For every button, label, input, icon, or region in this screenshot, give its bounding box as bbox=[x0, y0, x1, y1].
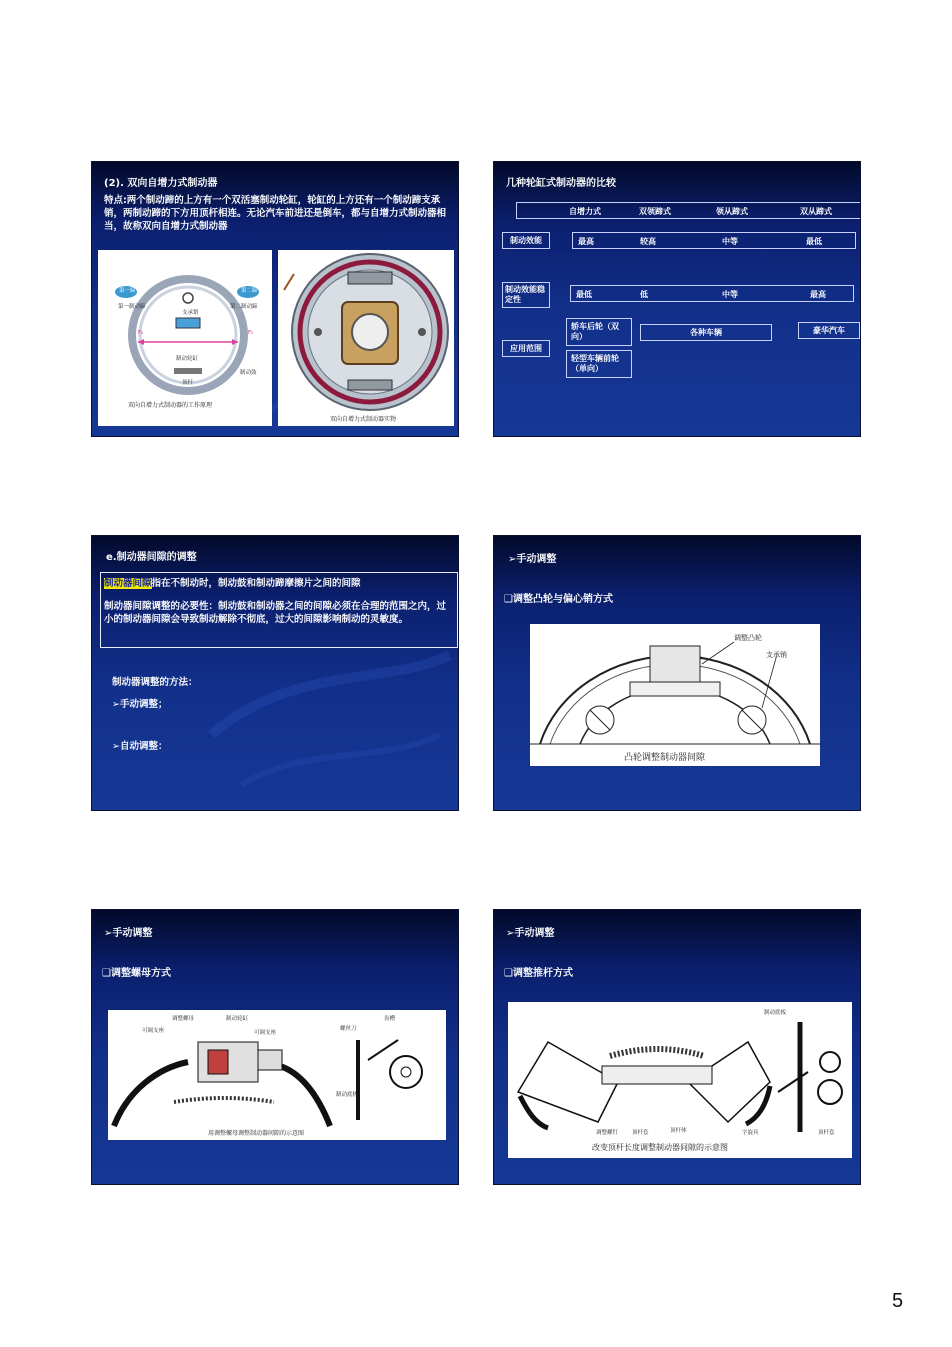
slide-5 bbox=[91, 909, 459, 1185]
label-tooth-slot: 齿槽 bbox=[384, 1016, 396, 1022]
label-adjustable-seat-left: 可调支座 bbox=[142, 1028, 165, 1034]
header-leading-trailing: 领从蹄式 bbox=[716, 207, 748, 216]
slide-6 bbox=[493, 909, 861, 1185]
label-screwdriver: 字旋具 bbox=[742, 1130, 759, 1136]
header-duo-trailing: 双从蹄式 bbox=[800, 207, 832, 216]
label-brake-backplate: 制动底板 bbox=[336, 1092, 359, 1098]
label-force-right: F₀ bbox=[248, 330, 254, 336]
label-support-pin: 支承销 bbox=[182, 310, 199, 316]
methods-title: 制动器调整的方法： bbox=[112, 677, 198, 688]
figure-caption: 双向自增力式制动器实物 bbox=[330, 416, 397, 423]
slide-title: ➢手动调整 bbox=[508, 554, 557, 565]
label-pushrod-sleeve-right: 顶杆套 bbox=[818, 1130, 835, 1136]
application-light-front: 轻型车辆前轮（单向） bbox=[566, 350, 632, 378]
figure-caption: 用调整螺母调整制动器间隙的示意图 bbox=[208, 1130, 305, 1137]
cell-efficiency-leading-trailing: 中等 bbox=[722, 237, 738, 246]
cell-efficiency-duo-trailing: 最低 bbox=[806, 237, 822, 246]
row-label-stability: 制动效能稳定性 bbox=[502, 282, 550, 308]
label-brake-backplate: 制动底板 bbox=[764, 1010, 787, 1016]
label-adjusting-cam: 调整凸轮 bbox=[734, 634, 762, 642]
header-self-energizing: 自增力式 bbox=[569, 207, 601, 216]
pushrod-adjustment-diagram bbox=[508, 1002, 852, 1158]
figure-pushrod-adjustment bbox=[508, 1002, 852, 1158]
label-wheel-cylinder: 制动轮缸 bbox=[226, 1016, 249, 1022]
necessity-paragraph: 制动器间隙调整的必要性：制动鼓和制动器之间的间隙必须在合理的范围之内，过小的制动器间隙会导致制动解除不彻底，过大的间隙影响制动的灵敏度。 bbox=[104, 601, 447, 625]
label-adjusting-screw: 调整螺钉 bbox=[596, 1130, 619, 1136]
cell-stability-duo-leading: 低 bbox=[640, 290, 648, 299]
figure-caption: 改变顶杆长度调整制动器间隙的示意图 bbox=[592, 1143, 728, 1152]
slide-3 bbox=[91, 535, 459, 811]
label-support-pin: 支承销 bbox=[766, 651, 787, 659]
definition-text: 指在不制动时，制动鼓和制动蹄摩擦片之间的间隙 bbox=[151, 578, 361, 589]
label-brake-drum: 制动鼓 bbox=[240, 370, 257, 376]
label-push-rod: 顶杆 bbox=[182, 380, 194, 386]
label-pushrod-sleeve-left: 顶杆套 bbox=[632, 1130, 649, 1136]
label-pushrod-body: 顶杆体 bbox=[670, 1128, 687, 1134]
slide-title: (2). 双向自增力式制动器 bbox=[104, 178, 218, 189]
application-all-vehicles: 各种车辆 bbox=[640, 324, 772, 341]
method-automatic: ➢自动调整： bbox=[112, 741, 168, 752]
slide-1 bbox=[91, 161, 459, 437]
cell-stability-leading-trailing: 中等 bbox=[722, 290, 738, 299]
label-adjustable-seat-right: 可调支座 bbox=[254, 1030, 277, 1036]
slide-4 bbox=[493, 535, 861, 811]
label-screwdriver: 螺丝刀 bbox=[340, 1026, 357, 1032]
header-duo-leading: 双领蹄式 bbox=[639, 207, 671, 216]
figure-working-principle bbox=[98, 250, 272, 426]
slide-title: e.制动器间隙的调整 bbox=[106, 552, 197, 563]
label-adjusting-nut: 调整螺母 bbox=[172, 1016, 195, 1022]
slide-title: ➢手动调整 bbox=[506, 928, 555, 939]
cell-efficiency-duo-leading: 较高 bbox=[640, 237, 656, 246]
label-second-shoe-tag: 第二蹄 bbox=[241, 288, 258, 294]
application-luxury-cars: 豪华汽车 bbox=[798, 322, 860, 339]
slide-subtitle: ❑调整凸轮与偏心销方式 bbox=[504, 594, 613, 605]
label-first-shoe-tag: 第一蹄 bbox=[119, 288, 136, 294]
row-label-efficiency: 制动效能 bbox=[502, 232, 550, 249]
slide-title: ➢手动调整 bbox=[104, 928, 153, 939]
cell-efficiency-self: 最高 bbox=[578, 237, 594, 246]
figure-cam-adjustment bbox=[530, 624, 820, 766]
slide-paragraph: 特点:两个制动蹄的上方有一个双活塞制动轮缸，轮缸的上方还有一个制动蹄支承销，两制动蹄的下方用顶杆相连。无论汽车前进还是倒车，都与自增力式制动器相当，故称双向自增力式制动器 bbox=[104, 195, 447, 232]
application-car-rear: 轿车后轮（双向） bbox=[566, 318, 632, 346]
figure-nut-adjustment bbox=[108, 1010, 446, 1140]
label-wheel-cylinder: 制动轮缸 bbox=[176, 356, 199, 362]
slide-title: 几种轮缸式制动器的比较 bbox=[506, 178, 616, 189]
cell-stability-duo-trailing: 最高 bbox=[810, 290, 826, 299]
slide-subtitle: ❑调整推杆方式 bbox=[504, 968, 573, 979]
figure-caption: 双向自增力式制动器的工作原理 bbox=[128, 402, 213, 409]
row-label-application: 应用范围 bbox=[502, 340, 550, 357]
label-second-brake-shoe: 第二制动蹄 bbox=[230, 304, 258, 310]
definition-term: 制动器间隙 bbox=[104, 578, 152, 589]
figure-caption: 凸轮调整制动器间隙 bbox=[624, 753, 706, 763]
slide-subtitle: ❑调整螺母方式 bbox=[102, 968, 171, 979]
figure-real-brake bbox=[278, 250, 454, 426]
method-manual: ➢手动调整； bbox=[112, 699, 168, 710]
slide-2 bbox=[493, 161, 861, 437]
label-force-left: F₀ bbox=[138, 330, 144, 336]
brake-photo-illustration bbox=[278, 250, 454, 426]
page-number: 5 bbox=[892, 1290, 904, 1312]
label-first-brake-shoe: 第一制动蹄 bbox=[118, 304, 146, 310]
definition-line bbox=[104, 577, 456, 590]
cell-stability-self: 最低 bbox=[576, 290, 592, 299]
cam-adjustment-diagram bbox=[530, 624, 820, 766]
